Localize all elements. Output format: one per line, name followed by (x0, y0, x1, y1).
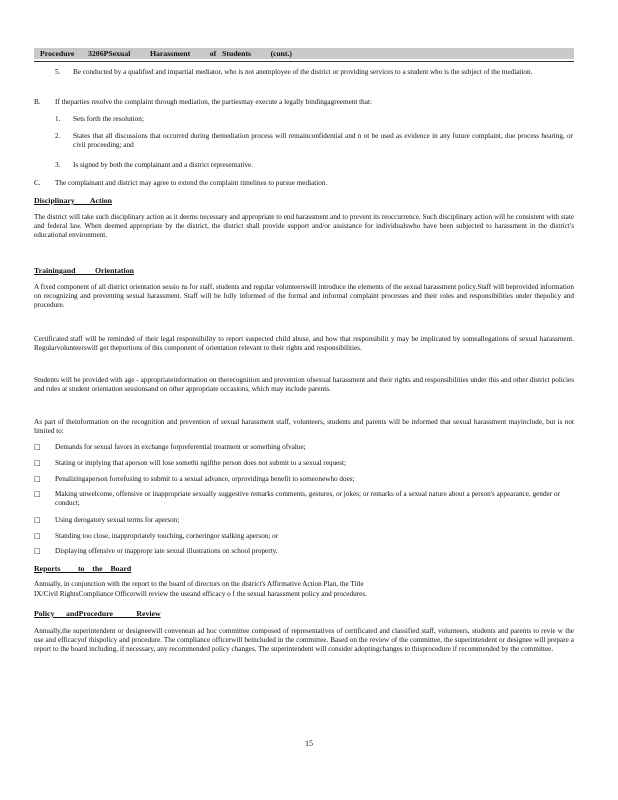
list-number: 5. (55, 68, 61, 76)
mediation-item-5: Be conducted by a qualified and impartial mediator, who is not anemployee of the district or providing services to a student who is the subject of the mediation. (73, 68, 533, 76)
bullet-item: Penalizingaperson forrefusing to submit to a sexual advance, orprovidinga benefit to someonewho does; (55, 475, 355, 483)
section-c-text: The complainant and district may agree to extend the complaint timelines to pursue mediation. (55, 179, 328, 187)
reports-heading: Reports to the Board (34, 564, 132, 573)
section-letter: B. (34, 98, 41, 106)
page-number: 15 (305, 739, 313, 748)
reports-line-2: IX/Civil RightsCompliance Officerwill review the useand efficacy o f the sexual harassment policy and procedures. (34, 590, 367, 598)
bullet-item: Using derogatory sexual terms for aperson; (55, 516, 180, 524)
agreement-item-3: Is signed by both the complainant and a district representative. (73, 161, 254, 169)
bullet-marker: □ (34, 443, 41, 451)
agreement-item-1: Sets forth the resolution; (73, 115, 144, 123)
training-paragraph-1: A fixed component of all district orientation sessio ns for staff, students and regular volunteerswill introduce the elements of the sexual harassment policy.Staff will beprovided information on recognizing and preventing sexual harassment. Staff will be fully informed of the formal and informal complaint processes and their roles and responsibilities under thepolicy and procedure. (34, 283, 574, 309)
bullet-marker: □ (34, 490, 41, 498)
list-number: 3. (55, 161, 61, 169)
section-letter: C. (34, 179, 41, 187)
list-number: 1. (55, 115, 61, 123)
procedure-title: Procedure 3206PSexual Harassment of Students (cont.) (34, 48, 574, 59)
training-paragraph-2: Certificated staff will be reminded of their legal responsibility to report suspected child abuse, and how that responsibilit y may be implicated by someallegations of sexual harassment. Regularvolunteerswill get theportions of this component of orientation relevant to their rights and responsibilities. (34, 335, 574, 352)
disciplinary-heading: Disciplinary Action (34, 196, 112, 205)
training-paragraph-4: As part of theinformation on the recognition and prevention of sexual harassment staff, volunteers, students and parents will be informed that sexual harassment mayinclude, but is not limited to: (34, 418, 574, 435)
disciplinary-paragraph: The district will take such disciplinary action as it deems necessary and appropriate to end harassment and to prevent its reoccurrence. Such disciplinary action will be consistent with state and federal law. When deemed appropriate by the district, the district shall provide support and/or assistance for individualswho have been subjected to harassment in the district's educational environment. (34, 213, 574, 239)
training-paragraph-3: Students will be provided with age - appropriateinformation on therecognition and prevention ofsexual harassment and their rights and responsibilities under this and other district policies and rules at student orientation sessionsand on other appropriate occasions, which may include parents. (34, 376, 574, 393)
agreement-item-2: States that all discussions that occurred during themediation process will remainconfidential and n ot be used as evidence in any future complaint, due process hearing, or civil proceeding; and (73, 132, 573, 149)
policy-review-heading: Policy andProcedure Review (34, 609, 161, 618)
bullet-item: Displaying offensive or inappropr iate sexual illustrations on school property. (55, 547, 278, 555)
bullet-marker: □ (34, 475, 41, 483)
bullet-item: Making unwelcome, offensive or inappropriate sexually suggestive remarks comments, gestures, or jokes; or remarks of a sexual nature about a person's appearance, gender or conduct; (55, 490, 560, 507)
training-heading: Trainingand Orientation (34, 266, 134, 275)
bullet-item: Standing too close, inappropriately touching, corneringor stalking aperson; or (55, 532, 279, 540)
bullet-marker: □ (34, 516, 41, 524)
title-divider (34, 61, 574, 62)
bullet-marker: □ (34, 459, 41, 467)
bullet-item: Demands for sexual favors in exchange forpreferential treatment or something ofvalue; (55, 443, 306, 451)
section-b-text: If theparties resolve the complaint through mediation, the partiesmay execute a legally bindingagreement that: (55, 98, 372, 106)
bullet-marker: □ (34, 532, 41, 540)
list-number: 2. (55, 132, 61, 140)
policy-review-paragraph: Annually,the superintendent or designeewill convenean ad hoc committee composed of representatives of certificated and classified staff, volunteers, students and parents to revie w the use and efficacyof thispolicy and procedure. The compliance officerwill beincluded in the committee. Based on the review of the committee, the superintendent or designee will prepare a report to the board including, if necessary, any recommended policy changes. The superintendent will consider adoptingchanges to thisprocedure if recommended by the committee. (34, 627, 574, 653)
reports-line-1: Annually, in conjunction with the report to the board of directors on the district's Affirmative Action Plan, the Title (34, 580, 364, 588)
bullet-item: Stating or implying that aperson will lose somethi ngifthe person does not submit to a sexual request; (55, 459, 347, 467)
bullet-marker: □ (34, 547, 41, 555)
